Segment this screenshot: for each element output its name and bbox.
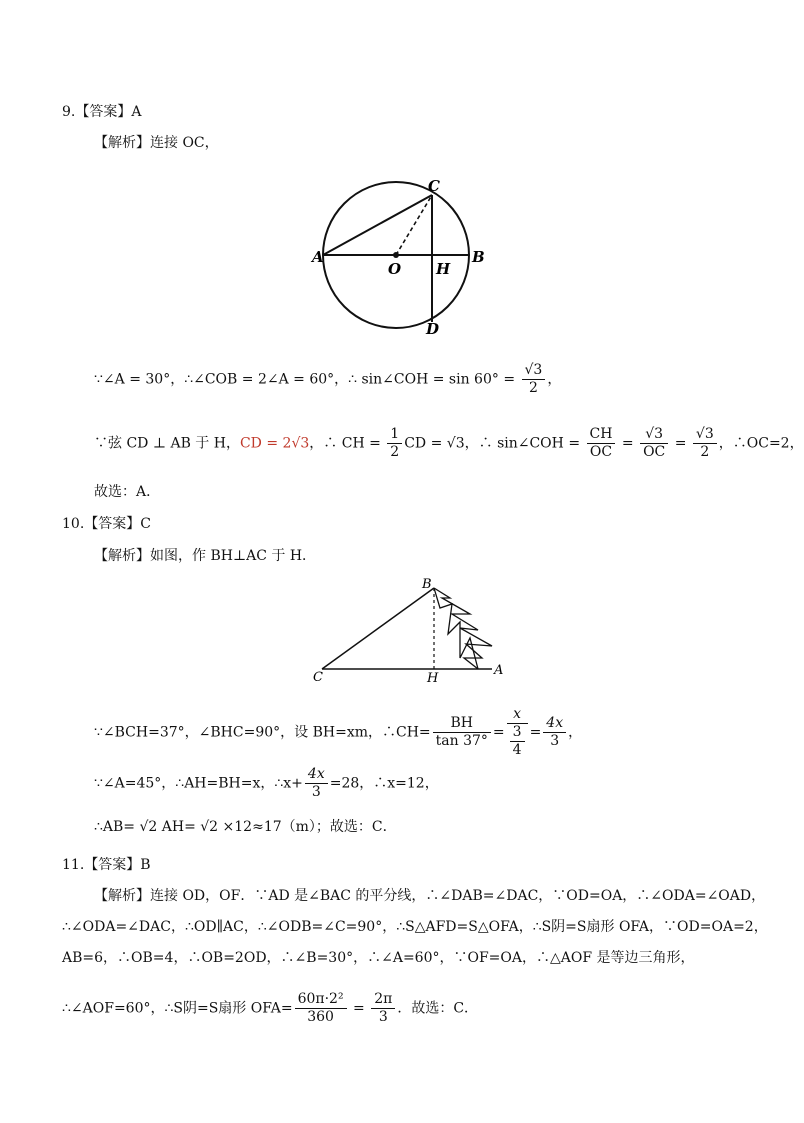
- text: ，: [547, 371, 562, 388]
- label-d: D: [426, 320, 440, 338]
- fraction-sqrt3-over-2: [522, 362, 546, 397]
- q10-line2: [94, 766, 439, 801]
- q9-line1: [94, 362, 561, 397]
- fraction-bh-tan37: [433, 715, 491, 750]
- text: =28，∴x=12，: [329, 775, 439, 792]
- equals: =: [348, 1000, 370, 1017]
- numerator: 4x: [543, 715, 566, 733]
- label-c: C: [313, 670, 323, 685]
- numerator: √3: [693, 426, 717, 444]
- q11-line4: [62, 991, 478, 1026]
- text: ，∴OC=2，: [718, 435, 804, 452]
- label-a: A: [494, 663, 504, 678]
- denominator: 3: [550, 733, 560, 749]
- q11-line1: 【解析】连接 OD，OF．∵AD 是∠BAC 的平分线，∴∠DAB=∠DAC，∵OD=OA，∴∠ODA=∠OAD，: [94, 888, 766, 904]
- fraction-4x-3: [543, 715, 566, 750]
- denominator: tan 37°: [435, 733, 488, 749]
- denominator: 2: [528, 380, 538, 396]
- fraction-sqrt3-2: [693, 426, 717, 461]
- q10-analysis: [94, 548, 316, 564]
- numerator: 1: [387, 426, 402, 444]
- inner-fraction: [510, 724, 525, 759]
- chord-ac: [323, 195, 432, 255]
- denominator: 2: [700, 444, 710, 460]
- denominator: 3: [378, 1009, 388, 1025]
- label-b: B: [472, 248, 485, 266]
- numerator: CH: [587, 426, 616, 444]
- denominator: 360: [307, 1009, 334, 1025]
- label-o: O: [388, 260, 402, 278]
- numerator: 4x: [305, 766, 328, 784]
- numerator: 60π·2²: [295, 991, 347, 1009]
- denominator: [507, 724, 528, 759]
- numerator: x: [507, 706, 528, 724]
- equals: =: [617, 435, 639, 452]
- fraction-sector-area: [295, 991, 347, 1026]
- analysis-text: 连接 OC，: [150, 135, 219, 151]
- label-a: A: [312, 248, 324, 266]
- equals: =: [492, 724, 505, 741]
- q9-line2: [94, 426, 804, 461]
- highlight-cd-value: CD = 2√3: [239, 435, 310, 452]
- q10-answer-header: 10.【答案】C: [62, 516, 151, 532]
- denominator: 4: [512, 742, 522, 758]
- numerator: BH: [433, 715, 491, 733]
- text: ∵∠A=45°，∴AH=BH=x，∴x+: [94, 775, 303, 792]
- side-cb: [322, 588, 434, 669]
- analysis-text: 如图，作 BH⊥AC 于 H．: [150, 548, 317, 564]
- denominator: OC: [643, 444, 666, 460]
- jagged-edge-inner: [434, 588, 478, 669]
- jagged-edge-ba: [434, 588, 492, 669]
- q10-line3: ∴AB= √2 AH= √2 ×12≈17（m）；故选：C．: [94, 819, 397, 835]
- q9-answer-header: 9.【答案】A: [62, 104, 142, 120]
- q11-line3: AB=6，∴OB=4，∴OB=2OD，∴∠B=30°，∴∠A=60°，∵OF=OA，∴△AOF 是等边三角形，: [62, 950, 695, 966]
- fraction-half: [387, 426, 402, 461]
- q10-triangle-figure: [310, 574, 510, 686]
- label-c: C: [428, 177, 440, 195]
- q11-line2: ∴∠ODA=∠DAC，∴OD∥AC，∴∠ODB=∠C=90°，∴S△AFD=S△OFA，∴S阴=S扇形 OFA，∵OD=OA=2，: [62, 919, 768, 935]
- analysis-label: 【解析】: [94, 135, 150, 151]
- equals: =: [529, 724, 542, 741]
- q9-analysis: [94, 135, 219, 151]
- text: ∵弦 CD ⊥ AB 于 H，: [94, 435, 240, 452]
- numerator: 3: [510, 724, 525, 742]
- text: ．故选：C．: [397, 1000, 479, 1017]
- fraction-2pi-3: [371, 991, 395, 1026]
- text: CD = √3，∴ sin∠COH =: [404, 435, 585, 452]
- equals: =: [670, 435, 691, 452]
- text: ∵∠BCH=37°，∠BHC=90°，设 BH=xm，∴CH=: [94, 724, 431, 741]
- q11-answer-header: 11.【答案】B: [62, 857, 151, 873]
- numerator: 2π: [371, 991, 395, 1009]
- text: ∴∠AOF=60°，∴S阴=S扇形 OFA=: [62, 1000, 293, 1017]
- fraction-sqrt3-oc: [640, 426, 668, 461]
- text: ，: [568, 724, 583, 741]
- q10-line1: [94, 706, 582, 759]
- text: ∵∠A = 30°，∴∠COB = 2∠A = 60°，∴ sin∠COH = sin 60° =: [94, 371, 520, 388]
- label-b: B: [422, 577, 432, 592]
- q9-circle-figure: [310, 178, 500, 338]
- fraction-4x-3: [305, 766, 328, 801]
- text: ，∴ CH =: [309, 435, 386, 452]
- center-point: [393, 252, 399, 258]
- denominator: 2: [390, 444, 400, 460]
- fraction-ch-oc: [587, 426, 616, 461]
- label-h: H: [427, 671, 439, 686]
- q9-conclusion: 故选：A．: [94, 484, 161, 500]
- denominator: 3: [311, 784, 321, 800]
- fraction-x-over-3-4: [507, 706, 528, 759]
- denominator: OC: [589, 444, 613, 460]
- numerator: √3: [640, 426, 668, 444]
- numerator: √3: [522, 362, 546, 380]
- label-h: H: [436, 260, 451, 278]
- analysis-label: 【解析】: [94, 548, 150, 564]
